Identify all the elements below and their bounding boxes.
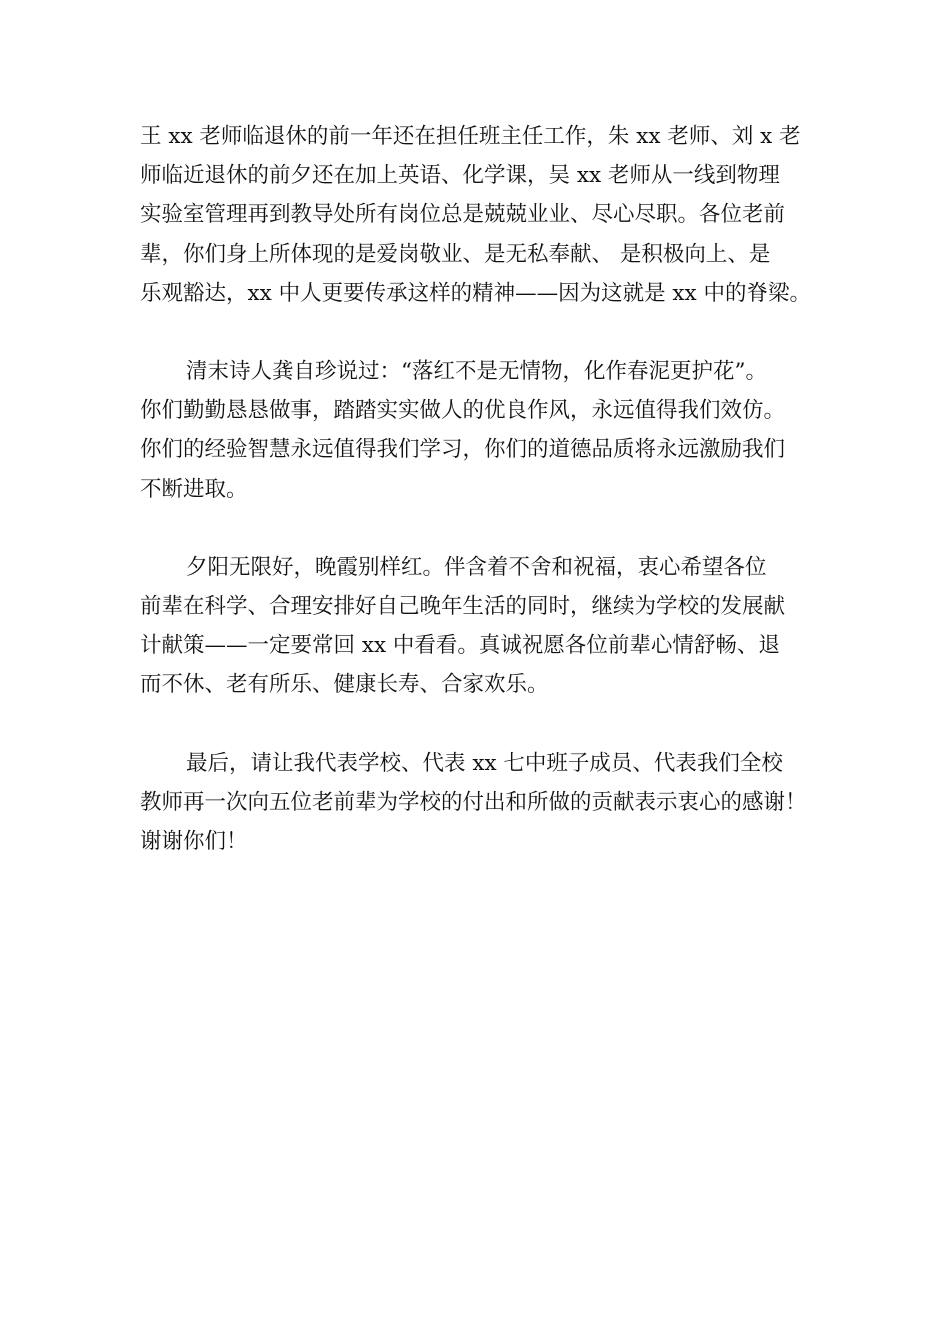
paragraph-1 [140,117,830,313]
paragraph-line: 清末诗人龚自珍说过：“落红不是无情物，化作春泥更护花”。 [186,359,767,385]
paragraph-line: 你们勤勤恳恳做事，踏踏实实做人的优良作风，永远值得我们效仿。 [140,398,786,424]
paragraph-2 [140,352,830,509]
paragraph-line: 计献策——一定要常回 xx 中看看。真诚祝愿各位前辈心情舒畅、退 [140,633,780,659]
paragraph-line: 教师再一次向五位老前辈为学校的付出和所做的贡献表示衷心的感谢！ [140,789,807,815]
paragraph-4 [140,744,830,862]
paragraph-line: 王 xx 老师临退休的前一年还在担任班主任工作，朱 xx 老师、刘 x 老 [140,124,801,149]
paragraph-line: 不断进取。 [140,476,248,502]
paragraph-line: 夕阳无限好，晚霞别样红。伴含着不舍和祝福，衷心希望各位 [186,554,767,580]
paragraph-line: 师临近退休的前夕还在加上英语、化学课，吴 xx 老师从一线到物理 [140,163,780,189]
paragraph-line: 最后，请让我代表学校、代表 xx 七中班子成员、代表我们全校 [186,750,783,776]
paragraph-line: 乐观豁达，xx 中人更要传承这样的精神——因为这就是 xx 中的脊梁。 [140,280,812,306]
paragraph-line: 而不休、老有所乐、健康长寿、合家欢乐。 [140,672,549,698]
paragraph-line: 你们的经验智慧永远值得我们学习，你们的道德品质将永远激励我们 [140,437,786,463]
paragraph-line: 实验室管理再到教导处所有岗位总是兢兢业业、尽心尽职。各位老前 [140,202,786,228]
paragraph-line: 前辈在科学、合理安排好自己晚年生活的同时，继续为学校的发展献 [140,594,786,620]
paragraph-line: 辈，你们身上所体现的是爱岗敬业、是无私奉献、 是积极向上、是 [140,241,771,267]
document-body [140,117,830,900]
paragraph-line: 谢谢你们！ [140,829,248,855]
paragraph-3 [140,548,830,705]
